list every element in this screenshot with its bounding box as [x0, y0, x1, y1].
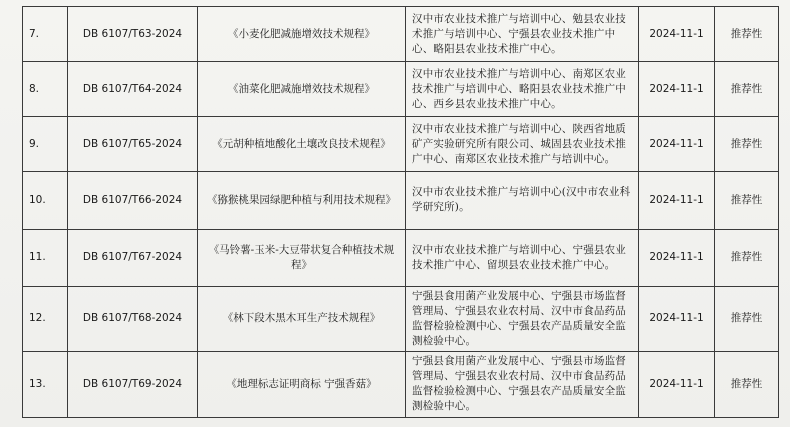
- standard-type: 推荐性: [715, 351, 779, 417]
- standard-name-text: 《马铃薯-玉米-大豆带状复合种植技术规程》: [208, 243, 395, 271]
- drafting-units-text: 汉中市农业技术推广与培训中心(汉中市农业科学研究所)。: [412, 186, 631, 214]
- row-number: 11.: [23, 229, 68, 286]
- standard-name-text: 《林下段木黑木耳生产技术规程》: [222, 312, 381, 325]
- effective-date: 2024-11-1: [639, 286, 715, 351]
- row-number: 10.: [23, 172, 68, 229]
- effective-date: 2024-11-1: [639, 62, 715, 117]
- standard-type: 推荐性: [715, 229, 779, 286]
- drafting-units-text: 汉中市农业技术推广与培训中心、南郑区农业技术推广与培训中心、略阳县农业技术推广中心、西乡县农业技术推广中心。: [412, 67, 626, 110]
- row-number: 8.: [23, 62, 68, 117]
- drafting-units: [406, 7, 639, 62]
- drafting-units-text: 汉中市农业技术推广与培训中心、陕西省地质矿产实验研究所有限公司、城固县农业技术推广中心、南郑区农业技术推广与培训中心。: [412, 122, 626, 165]
- table-row: [23, 62, 779, 117]
- table-row: [23, 286, 779, 351]
- row-number: 12.: [23, 286, 68, 351]
- standard-name: [198, 351, 406, 417]
- standard-code: DB 6107/T68-2024: [68, 286, 198, 351]
- standard-type: 推荐性: [715, 172, 779, 229]
- standard-name-text: 《小麦化肥减施增效技术规程》: [228, 27, 375, 40]
- standard-type: 推荐性: [715, 62, 779, 117]
- effective-date: 2024-11-1: [639, 229, 715, 286]
- effective-date: 2024-11-1: [639, 7, 715, 62]
- table-row: [23, 351, 779, 417]
- drafting-units: [406, 172, 639, 229]
- drafting-units: [406, 117, 639, 172]
- standards-table: [22, 6, 779, 418]
- table-row: [23, 172, 779, 229]
- standard-type: 推荐性: [715, 286, 779, 351]
- drafting-units: [406, 62, 639, 117]
- standard-name: [198, 172, 406, 229]
- standard-name: [198, 286, 406, 351]
- effective-date: 2024-11-1: [639, 351, 715, 417]
- table-row: [23, 7, 779, 62]
- standard-name-text: 《元胡种植地酸化土壤改良技术规程》: [212, 137, 391, 150]
- drafting-units-text: 宁强县食用菌产业发展中心、宁强县市场监督管理局、宁强县农业农村局、汉中市食品药品监督检验检测中心、宁强县农产品质量安全监测检验中心。: [412, 355, 626, 413]
- standard-name-text: 《猕猴桃果园绿肥种植与利用技术规程》: [207, 193, 396, 206]
- drafting-units: [406, 351, 639, 417]
- drafting-units-text: 汉中市农业技术推广与培训中心、宁强县农业技术推广中心、留坝县农业技术推广中心。: [412, 243, 626, 271]
- standard-type: 推荐性: [715, 7, 779, 62]
- standard-type: 推荐性: [715, 117, 779, 172]
- row-number: 7.: [23, 7, 68, 62]
- table-row: [23, 229, 779, 286]
- standard-name-text: 《油菜化肥减施增效技术规程》: [228, 82, 375, 95]
- effective-date: 2024-11-1: [639, 172, 715, 229]
- standard-name: [198, 117, 406, 172]
- standard-code: DB 6107/T67-2024: [68, 229, 198, 286]
- standard-code: DB 6107/T63-2024: [68, 7, 198, 62]
- standard-name-text: 《地理标志证明商标 宁强香菇》: [226, 377, 377, 390]
- row-number: 9.: [23, 117, 68, 172]
- drafting-units: [406, 286, 639, 351]
- effective-date: 2024-11-1: [639, 117, 715, 172]
- standard-code: DB 6107/T64-2024: [68, 62, 198, 117]
- drafting-units: [406, 229, 639, 286]
- table-row: [23, 117, 779, 172]
- drafting-units-text: 宁强县食用菌产业发展中心、宁强县市场监督管理局、宁强县农业农村局、汉中市食品药品监督检验检测中心、宁强县农产品质量安全监测检验中心。: [412, 289, 626, 347]
- standard-code: DB 6107/T69-2024: [68, 351, 198, 417]
- standard-code: DB 6107/T66-2024: [68, 172, 198, 229]
- row-number: 13.: [23, 351, 68, 417]
- standard-name: [198, 229, 406, 286]
- drafting-units-text: 汉中市农业技术推广与培训中心、勉县农业技术推广与培训中心、宁强县农业技术推广中心、略阳县农业技术推广中心。: [412, 12, 626, 55]
- page-margin: [0, 0, 22, 427]
- standard-code: DB 6107/T65-2024: [68, 117, 198, 172]
- standard-name: [198, 62, 406, 117]
- standard-name: [198, 7, 406, 62]
